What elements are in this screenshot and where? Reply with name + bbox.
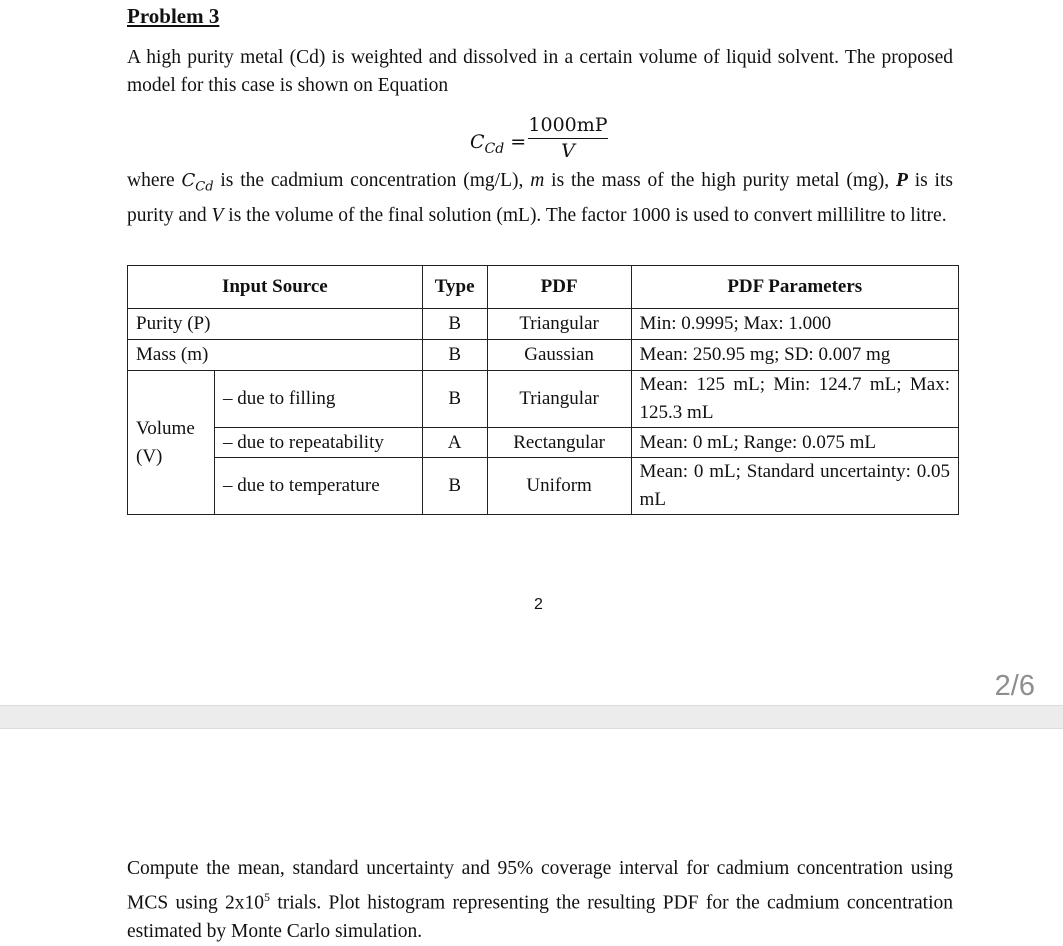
equation-numerator: 1000mP bbox=[528, 114, 608, 139]
cell-type: B bbox=[422, 371, 487, 428]
table-row bbox=[128, 428, 959, 458]
cell-params: Min: 0.9995; Max: 1.000 bbox=[631, 309, 958, 340]
page-counter: 2/6 bbox=[994, 670, 1035, 702]
cell-type: A bbox=[422, 428, 487, 458]
table-row bbox=[128, 309, 959, 340]
cell-source: – due to repeatability bbox=[214, 428, 422, 458]
cell-pdf: Rectangular bbox=[487, 428, 631, 458]
cell-source: Mass (m) bbox=[128, 340, 423, 371]
table-header-row bbox=[128, 266, 959, 309]
cell-pdf: Triangular bbox=[487, 371, 631, 428]
table-row bbox=[128, 458, 959, 515]
equation-fraction bbox=[528, 114, 608, 162]
cell-type: B bbox=[422, 309, 487, 340]
input-source-table bbox=[127, 265, 959, 515]
ccd-symbol: $C_{Cd}$ bbox=[181, 170, 214, 195]
cell-type: B bbox=[422, 340, 487, 371]
cell-pdf: Triangular bbox=[487, 309, 631, 340]
intro-paragraph: A high purity metal (Cd) is weighted and dissolved in a certain volume of liquid solvent. The proposed model for this case is shown on Equation bbox=[127, 47, 953, 96]
cell-source: – due to temperature bbox=[214, 458, 422, 515]
page-number: 2 bbox=[534, 596, 543, 613]
problem-heading: Problem 3 bbox=[127, 4, 220, 28]
definition-paragraph: where $C_{Cd}$ is the cadmium concentration (mg/L), m is the mass of the high purity metal (mg), P is its purity and V is the volume of the final solution (mL). The factor 1000 is used to convert millilitre to litre. bbox=[127, 170, 953, 226]
cell-source: Purity (P) bbox=[128, 309, 423, 340]
cell-pdf: Gaussian bbox=[487, 340, 631, 371]
header-input-source: Input Source bbox=[128, 266, 423, 309]
header-pdf-parameters: PDF Parameters bbox=[631, 266, 958, 309]
equation-denominator: V bbox=[561, 140, 575, 162]
cell-params: Mean: 0 mL; Standard uncertainty: 0.05 mL bbox=[631, 458, 958, 515]
cell-type: B bbox=[422, 458, 487, 515]
cell-source: – due to filling bbox=[214, 371, 422, 428]
table-row bbox=[128, 371, 959, 428]
page-separator bbox=[0, 705, 1063, 729]
header-type: Type bbox=[422, 266, 487, 309]
header-pdf: PDF bbox=[487, 266, 631, 309]
cell-params: Mean: 0 mL; Range: 0.075 mL bbox=[631, 428, 958, 458]
task-paragraph: Compute the mean, standard uncertainty and 95% coverage interval for cadmium concentration using MCS using $2x10^5$ trials. Plot histogram representing the resulting PDF for the cadmium concentration estimated by Monte Carlo simulation. bbox=[127, 858, 953, 942]
equation-lhs: $C_{Cd}$ = bbox=[470, 131, 527, 157]
cell-params: Mean: 250.95 mg; SD: 0.007 mg bbox=[631, 340, 958, 371]
cell-pdf: Uniform bbox=[487, 458, 631, 515]
cell-volume-label: Volume (V) bbox=[128, 371, 215, 515]
cell-params: Mean: 125 mL; Min: 124.7 mL; Max: 125.3 mL bbox=[631, 371, 958, 428]
table-row bbox=[128, 340, 959, 371]
